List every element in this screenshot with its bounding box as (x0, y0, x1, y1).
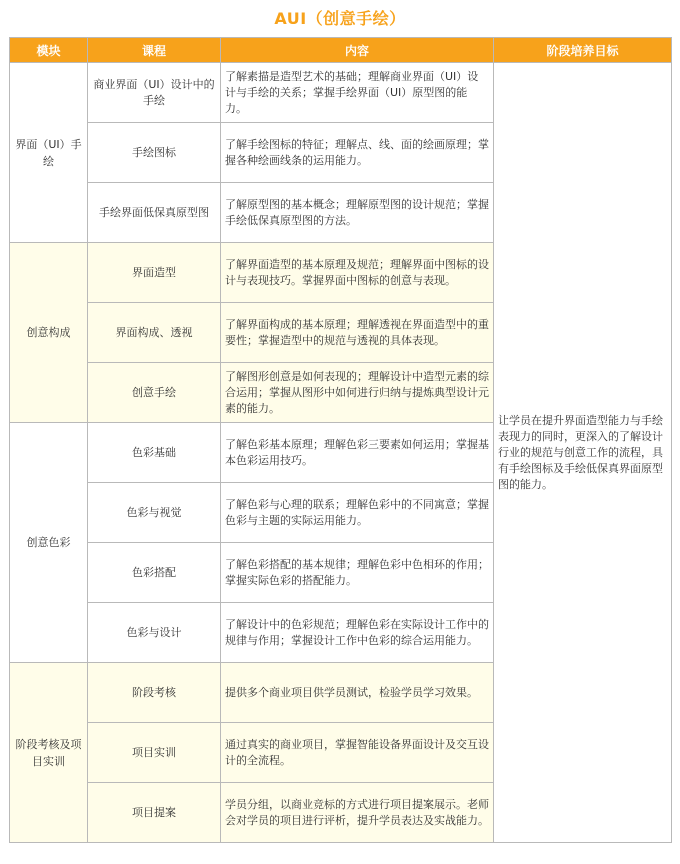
content-cell: 了解设计中的色彩规范；理解色彩在实际设计工作中的规律与作用；掌握设计工作中色彩的综合运用能力。 (221, 603, 494, 663)
module-cell: 创意构成 (10, 243, 88, 423)
content-cell: 了解界面造型的基本原理及规范；理解界面中图标的设计与表现技巧。掌握界面中图标的创意与表现。 (221, 243, 494, 303)
course-cell: 色彩搭配 (88, 543, 221, 603)
module-cell: 界面（UI）手绘 (10, 63, 88, 243)
course-cell: 项目实训 (88, 723, 221, 783)
content-cell: 了解原型图的基本概念；理解原型图的设计规范；掌握手绘低保真原型图的方法。 (221, 183, 494, 243)
content-cell: 提供多个商业项目供学员测试，检验学员学习效果。 (221, 663, 494, 723)
content-cell: 了解色彩搭配的基本规律；理解色彩中色相环的作用；掌握实际色彩的搭配能力。 (221, 543, 494, 603)
course-cell: 手绘图标 (88, 123, 221, 183)
course-cell: 手绘界面低保真原型图 (88, 183, 221, 243)
course-cell: 阶段考核 (88, 663, 221, 723)
goal-cell: 让学员在提升界面造型能力与手绘表现力的同时，更深入的了解设计行业的规范与创意工作的流程，具有手绘图标及手绘低保真界面原型图的能力。 (494, 63, 672, 843)
course-cell: 界面造型 (88, 243, 221, 303)
content-cell: 了解图形创意是如何表现的；理解设计中造型元素的综合运用；掌握从图形中如何进行归纳与提炼典型设计元素的能力。 (221, 363, 494, 423)
content-cell: 了解手绘图标的特征；理解点、线、面的绘画原理；掌握各种绘画线条的运用能力。 (221, 123, 494, 183)
header-goal: 阶段培养目标 (494, 38, 672, 63)
table-row (10, 63, 672, 123)
header-module: 模块 (10, 38, 88, 63)
course-cell: 商业界面（UI）设计中的手绘 (88, 63, 221, 123)
course-cell: 色彩与视觉 (88, 483, 221, 543)
course-cell: 色彩基础 (88, 423, 221, 483)
content-cell: 通过真实的商业项目，掌握智能设备界面设计及交互设计的全流程。 (221, 723, 494, 783)
module-cell: 创意色彩 (10, 423, 88, 663)
table-header-row (10, 38, 672, 63)
page-title: AUI（创意手绘） (274, 9, 406, 28)
course-cell: 色彩与设计 (88, 603, 221, 663)
course-cell: 项目提案 (88, 783, 221, 843)
content-cell: 了解界面构成的基本原理；理解透视在界面造型中的重要性；掌握造型中的规范与透视的具体表现。 (221, 303, 494, 363)
content-cell: 了解素描是造型艺术的基础；理解商业界面（UI）设计与手绘的关系；掌握手绘界面（UI）原型图的能力。 (221, 63, 494, 123)
header-content: 内容 (221, 38, 494, 63)
curriculum-table (9, 37, 672, 843)
content-cell: 学员分组，以商业竞标的方式进行项目提案展示。老师会对学员的项目进行评析，提升学员表达及实战能力。 (221, 783, 494, 843)
content-cell: 了解色彩与心理的联系；理解色彩中的不同寓意；掌握色彩与主题的实际运用能力。 (221, 483, 494, 543)
header-course: 课程 (88, 38, 221, 63)
course-cell: 创意手绘 (88, 363, 221, 423)
content-cell: 了解色彩基本原理；理解色彩三要素如何运用；掌握基本色彩运用技巧。 (221, 423, 494, 483)
module-cell: 阶段考核及项目实训 (10, 663, 88, 843)
course-cell: 界面构成、透视 (88, 303, 221, 363)
